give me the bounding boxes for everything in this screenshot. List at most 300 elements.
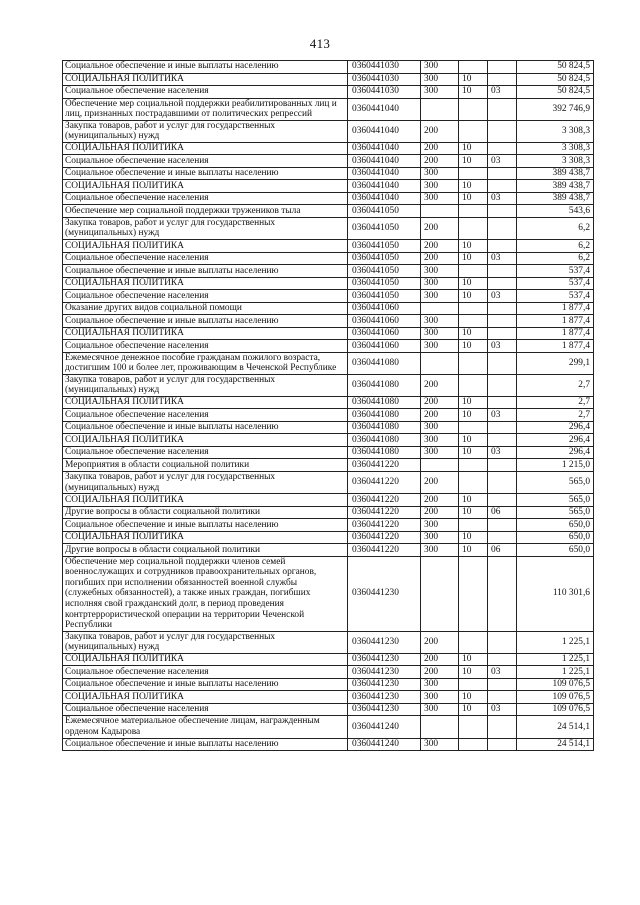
- section-cell: [459, 631, 488, 653]
- amount-cell: 565,0: [517, 506, 594, 519]
- target-code-cell: 0360441050: [348, 277, 421, 290]
- row-name-cell: Закупка товаров, работ и услуг для государственных (муниципальных) нужд: [63, 471, 348, 493]
- table-row: [63, 327, 594, 340]
- target-code-cell: 0360441080: [348, 434, 421, 447]
- table-row: [63, 120, 594, 142]
- row-name-cell: Социальное обеспечение населения: [63, 446, 348, 459]
- target-code-cell: 0360441030: [348, 61, 421, 74]
- expense-type-cell: 300: [421, 446, 459, 459]
- subsection-cell: [488, 167, 517, 180]
- table-row: [63, 180, 594, 193]
- amount-cell: 109 076,5: [517, 678, 594, 691]
- expense-type-cell: 300: [421, 86, 459, 99]
- table-row: [63, 192, 594, 205]
- section-cell: 10: [459, 434, 488, 447]
- section-cell: [459, 471, 488, 493]
- subsection-cell: [488, 98, 517, 120]
- expense-type-cell: 200: [421, 506, 459, 519]
- expense-type-cell: 300: [421, 531, 459, 544]
- expense-type-cell: 300: [421, 167, 459, 180]
- target-code-cell: 0360441030: [348, 86, 421, 99]
- row-name-cell: СОЦИАЛЬНАЯ ПОЛИТИКА: [63, 396, 348, 409]
- row-name-cell: Социальное обеспечение и иные выплаты населению: [63, 519, 348, 532]
- table-row: [63, 217, 594, 239]
- amount-cell: 392 746,9: [517, 98, 594, 120]
- row-name-cell: Социальное обеспечение населения: [63, 86, 348, 99]
- row-name-cell: Социальное обеспечение населения: [63, 340, 348, 353]
- section-cell: 10: [459, 494, 488, 507]
- target-code-cell: 0360441050: [348, 205, 421, 218]
- subsection-cell: 03: [488, 155, 517, 168]
- table-row: [63, 653, 594, 666]
- amount-cell: 2,7: [517, 409, 594, 422]
- expense-type-cell: 200: [421, 120, 459, 142]
- subsection-cell: [488, 494, 517, 507]
- expense-type-cell: 300: [421, 327, 459, 340]
- target-code-cell: 0360441230: [348, 691, 421, 704]
- section-cell: 10: [459, 409, 488, 422]
- row-name-cell: СОЦИАЛЬНАЯ ПОЛИТИКА: [63, 691, 348, 704]
- row-name-cell: СОЦИАЛЬНАЯ ПОЛИТИКА: [63, 327, 348, 340]
- table-row: [63, 315, 594, 328]
- subsection-cell: [488, 240, 517, 253]
- expense-type-cell: 300: [421, 678, 459, 691]
- section-cell: 10: [459, 531, 488, 544]
- table-row: [63, 494, 594, 507]
- subsection-cell: [488, 691, 517, 704]
- target-code-cell: 0360441040: [348, 180, 421, 193]
- expense-type-cell: 300: [421, 290, 459, 303]
- subsection-cell: 03: [488, 290, 517, 303]
- section-cell: 10: [459, 327, 488, 340]
- amount-cell: 50 824,5: [517, 73, 594, 86]
- row-name-cell: Социальное обеспечение и иные выплаты населению: [63, 315, 348, 328]
- row-name-cell: СОЦИАЛЬНАЯ ПОЛИТИКА: [63, 240, 348, 253]
- amount-cell: 389 438,7: [517, 192, 594, 205]
- section-cell: [459, 716, 488, 738]
- budget-table: [62, 60, 594, 751]
- subsection-cell: [488, 315, 517, 328]
- expense-type-cell: 200: [421, 240, 459, 253]
- expense-type-cell: 300: [421, 73, 459, 86]
- expense-type-cell: 300: [421, 703, 459, 716]
- amount-cell: 110 301,6: [517, 556, 594, 631]
- table-row: [63, 302, 594, 315]
- section-cell: 10: [459, 653, 488, 666]
- table-row: [63, 738, 594, 751]
- expense-type-cell: 200: [421, 142, 459, 155]
- target-code-cell: 0360441230: [348, 678, 421, 691]
- amount-cell: 543,6: [517, 205, 594, 218]
- target-code-cell: 0360441060: [348, 302, 421, 315]
- section-cell: 10: [459, 290, 488, 303]
- section-cell: [459, 459, 488, 472]
- section-cell: 10: [459, 703, 488, 716]
- expense-type-cell: 200: [421, 374, 459, 396]
- section-cell: 10: [459, 666, 488, 679]
- amount-cell: 50 824,5: [517, 86, 594, 99]
- amount-cell: 296,4: [517, 446, 594, 459]
- table-row: [63, 631, 594, 653]
- amount-cell: 389 438,7: [517, 167, 594, 180]
- section-cell: 10: [459, 691, 488, 704]
- table-row: [63, 556, 594, 631]
- row-name-cell: Социальное обеспечение населения: [63, 409, 348, 422]
- section-cell: [459, 556, 488, 631]
- table-row: [63, 409, 594, 422]
- row-name-cell: Мероприятия в области социальной политики: [63, 459, 348, 472]
- section-cell: [459, 167, 488, 180]
- amount-cell: 1 225,1: [517, 653, 594, 666]
- row-name-cell: СОЦИАЛЬНАЯ ПОЛИТИКА: [63, 142, 348, 155]
- expense-type-cell: 200: [421, 653, 459, 666]
- expense-type-cell: 300: [421, 265, 459, 278]
- target-code-cell: 0360441040: [348, 142, 421, 155]
- subsection-cell: [488, 265, 517, 278]
- section-cell: [459, 205, 488, 218]
- target-code-cell: 0360441230: [348, 631, 421, 653]
- row-name-cell: Социальное обеспечение и иные выплаты населению: [63, 265, 348, 278]
- row-name-cell: Социальное обеспечение и иные выплаты населению: [63, 421, 348, 434]
- expense-type-cell: 300: [421, 691, 459, 704]
- subsection-cell: 03: [488, 409, 517, 422]
- table-row: [63, 506, 594, 519]
- expense-type-cell: 200: [421, 155, 459, 168]
- row-name-cell: Социальное обеспечение и иные выплаты населению: [63, 678, 348, 691]
- section-cell: 10: [459, 86, 488, 99]
- target-code-cell: 0360441080: [348, 374, 421, 396]
- subsection-cell: [488, 653, 517, 666]
- target-code-cell: 0360441230: [348, 703, 421, 716]
- subsection-cell: 03: [488, 252, 517, 265]
- table-row: [63, 290, 594, 303]
- target-code-cell: 0360441040: [348, 192, 421, 205]
- expense-type-cell: [421, 98, 459, 120]
- target-code-cell: 0360441030: [348, 73, 421, 86]
- section-cell: 10: [459, 396, 488, 409]
- target-code-cell: 0360441050: [348, 265, 421, 278]
- expense-type-cell: 200: [421, 217, 459, 239]
- amount-cell: 296,4: [517, 434, 594, 447]
- target-code-cell: 0360441220: [348, 471, 421, 493]
- target-code-cell: 0360441220: [348, 519, 421, 532]
- target-code-cell: 0360441060: [348, 327, 421, 340]
- expense-type-cell: 200: [421, 471, 459, 493]
- section-cell: [459, 738, 488, 751]
- subsection-cell: 03: [488, 703, 517, 716]
- section-cell: 10: [459, 544, 488, 557]
- section-cell: [459, 374, 488, 396]
- target-code-cell: 0360441220: [348, 494, 421, 507]
- table-row: [63, 265, 594, 278]
- subsection-cell: [488, 217, 517, 239]
- table-row: [63, 61, 594, 74]
- subsection-cell: [488, 631, 517, 653]
- amount-cell: 1 215,0: [517, 459, 594, 472]
- amount-cell: 1 225,1: [517, 631, 594, 653]
- target-code-cell: 0360441240: [348, 738, 421, 751]
- section-cell: [459, 678, 488, 691]
- section-cell: 10: [459, 180, 488, 193]
- table-row: [63, 691, 594, 704]
- expense-type-cell: 300: [421, 340, 459, 353]
- table-row: [63, 519, 594, 532]
- row-name-cell: Обеспечение мер социальной поддержки реабилитированных лиц и лиц, признанных пострадавшими от политических репрессий: [63, 98, 348, 120]
- section-cell: 10: [459, 340, 488, 353]
- target-code-cell: 0360441050: [348, 240, 421, 253]
- amount-cell: 296,4: [517, 421, 594, 434]
- expense-type-cell: 300: [421, 180, 459, 193]
- table-row: [63, 678, 594, 691]
- section-cell: 10: [459, 192, 488, 205]
- table-row: [63, 666, 594, 679]
- expense-type-cell: [421, 302, 459, 315]
- subsection-cell: 03: [488, 86, 517, 99]
- target-code-cell: 0360441050: [348, 217, 421, 239]
- amount-cell: 2,7: [517, 374, 594, 396]
- expense-type-cell: 300: [421, 519, 459, 532]
- subsection-cell: [488, 61, 517, 74]
- amount-cell: 389 438,7: [517, 180, 594, 193]
- row-name-cell: Социальное обеспечение населения: [63, 252, 348, 265]
- target-code-cell: 0360441040: [348, 155, 421, 168]
- subsection-cell: [488, 531, 517, 544]
- section-cell: 10: [459, 240, 488, 253]
- target-code-cell: 0360441220: [348, 531, 421, 544]
- table-row: [63, 544, 594, 557]
- section-cell: 10: [459, 277, 488, 290]
- subsection-cell: [488, 120, 517, 142]
- row-name-cell: СОЦИАЛЬНАЯ ПОЛИТИКА: [63, 653, 348, 666]
- section-cell: [459, 302, 488, 315]
- amount-cell: 3 308,3: [517, 155, 594, 168]
- amount-cell: 24 514,1: [517, 716, 594, 738]
- target-code-cell: 0360441040: [348, 98, 421, 120]
- subsection-cell: 03: [488, 192, 517, 205]
- table-row: [63, 167, 594, 180]
- section-cell: 10: [459, 73, 488, 86]
- amount-cell: 537,4: [517, 265, 594, 278]
- table-row: [63, 396, 594, 409]
- target-code-cell: 0360441040: [348, 167, 421, 180]
- table-row: [63, 73, 594, 86]
- row-name-cell: Социальное обеспечение и иные выплаты населению: [63, 738, 348, 751]
- table-row: [63, 86, 594, 99]
- expense-type-cell: 200: [421, 252, 459, 265]
- row-name-cell: СОЦИАЛЬНАЯ ПОЛИТИКА: [63, 434, 348, 447]
- subsection-cell: [488, 396, 517, 409]
- table-row: [63, 374, 594, 396]
- section-cell: 10: [459, 155, 488, 168]
- amount-cell: 1 877,4: [517, 302, 594, 315]
- table-row: [63, 471, 594, 493]
- expense-type-cell: 300: [421, 277, 459, 290]
- subsection-cell: [488, 205, 517, 218]
- subsection-cell: [488, 471, 517, 493]
- subsection-cell: [488, 180, 517, 193]
- row-name-cell: Обеспечение мер социальной поддержки членов семей военнослужащих и сотрудников правоохранительных органов, погибших при исполнении обязанностей военной службы (служебных обязанностей), а также иных граждан, погибших исполняя свой гражданский долг, в период проведения контртеррористической операции на территории Чеченской Республики: [63, 556, 348, 631]
- amount-cell: 109 076,5: [517, 691, 594, 704]
- row-name-cell: Социальное обеспечение и иные выплаты населению: [63, 61, 348, 74]
- target-code-cell: 0360441230: [348, 556, 421, 631]
- target-code-cell: 0360441080: [348, 396, 421, 409]
- subsection-cell: [488, 352, 517, 374]
- row-name-cell: СОЦИАЛЬНАЯ ПОЛИТИКА: [63, 277, 348, 290]
- row-name-cell: Ежемесячное материальное обеспечение лицам, награжденным орденом Кадырова: [63, 716, 348, 738]
- expense-type-cell: 300: [421, 61, 459, 74]
- subsection-cell: 03: [488, 340, 517, 353]
- amount-cell: 109 076,5: [517, 703, 594, 716]
- row-name-cell: СОЦИАЛЬНАЯ ПОЛИТИКА: [63, 531, 348, 544]
- row-name-cell: СОЦИАЛЬНАЯ ПОЛИТИКА: [63, 494, 348, 507]
- table-row: [63, 205, 594, 218]
- expense-type-cell: 200: [421, 666, 459, 679]
- subsection-cell: 06: [488, 544, 517, 557]
- row-name-cell: Закупка товаров, работ и услуг для государственных (муниципальных) нужд: [63, 374, 348, 396]
- expense-type-cell: 200: [421, 631, 459, 653]
- section-cell: 10: [459, 506, 488, 519]
- table-row: [63, 98, 594, 120]
- expense-type-cell: 300: [421, 434, 459, 447]
- amount-cell: 3 308,3: [517, 142, 594, 155]
- row-name-cell: Закупка товаров, работ и услуг для государственных (муниципальных) нужд: [63, 631, 348, 653]
- subsection-cell: [488, 556, 517, 631]
- target-code-cell: 0360441080: [348, 421, 421, 434]
- row-name-cell: Социальное обеспечение населения: [63, 666, 348, 679]
- table-row: [63, 446, 594, 459]
- target-code-cell: 0360441220: [348, 459, 421, 472]
- row-name-cell: Закупка товаров, работ и услуг для государственных (муниципальных) нужд: [63, 120, 348, 142]
- table-row: [63, 703, 594, 716]
- table-row: [63, 155, 594, 168]
- expense-type-cell: 300: [421, 192, 459, 205]
- section-cell: [459, 352, 488, 374]
- subsection-cell: [488, 73, 517, 86]
- target-code-cell: 0360441050: [348, 252, 421, 265]
- table-row: [63, 142, 594, 155]
- subsection-cell: [488, 327, 517, 340]
- table-body: [63, 61, 594, 751]
- target-code-cell: 0360441060: [348, 315, 421, 328]
- row-name-cell: Другие вопросы в области социальной политики: [63, 544, 348, 557]
- expense-type-cell: 200: [421, 396, 459, 409]
- subsection-cell: [488, 434, 517, 447]
- section-cell: 10: [459, 446, 488, 459]
- section-cell: [459, 217, 488, 239]
- amount-cell: 1 877,4: [517, 340, 594, 353]
- amount-cell: 650,0: [517, 544, 594, 557]
- expense-type-cell: [421, 556, 459, 631]
- target-code-cell: 0360441040: [348, 120, 421, 142]
- target-code-cell: 0360441050: [348, 290, 421, 303]
- target-code-cell: 0360441230: [348, 666, 421, 679]
- table-row: [63, 434, 594, 447]
- subsection-cell: [488, 459, 517, 472]
- row-name-cell: Социальное обеспечение населения: [63, 192, 348, 205]
- expense-type-cell: [421, 716, 459, 738]
- table-row: [63, 716, 594, 738]
- expense-type-cell: 200: [421, 494, 459, 507]
- row-name-cell: Социальное обеспечение населения: [63, 290, 348, 303]
- page-number: 413: [309, 36, 331, 51]
- amount-cell: 6,2: [517, 252, 594, 265]
- row-name-cell: Оказание других видов социальной помощи: [63, 302, 348, 315]
- row-name-cell: Ежемесячное денежное пособие гражданам пожилого возраста, достигшим 100 и более лет, проживающим в Чеченской Республике: [63, 352, 348, 374]
- expense-type-cell: 300: [421, 738, 459, 751]
- subsection-cell: [488, 277, 517, 290]
- row-name-cell: СОЦИАЛЬНАЯ ПОЛИТИКА: [63, 73, 348, 86]
- row-name-cell: Обеспечение мер социальной поддержки тружеников тыла: [63, 205, 348, 218]
- subsection-cell: [488, 716, 517, 738]
- expense-type-cell: 300: [421, 544, 459, 557]
- target-code-cell: 0360441220: [348, 544, 421, 557]
- subsection-cell: 03: [488, 666, 517, 679]
- table-row: [63, 531, 594, 544]
- expense-type-cell: 300: [421, 315, 459, 328]
- subsection-cell: 03: [488, 446, 517, 459]
- table-row: [63, 352, 594, 374]
- section-cell: [459, 315, 488, 328]
- row-name-cell: Другие вопросы в области социальной политики: [63, 506, 348, 519]
- subsection-cell: [488, 302, 517, 315]
- row-name-cell: Социальное обеспечение населения: [63, 703, 348, 716]
- target-code-cell: 0360441080: [348, 352, 421, 374]
- expense-type-cell: 200: [421, 409, 459, 422]
- amount-cell: 299,1: [517, 352, 594, 374]
- subsection-cell: [488, 421, 517, 434]
- table-row: [63, 459, 594, 472]
- table-row: [63, 252, 594, 265]
- row-name-cell: СОЦИАЛЬНАЯ ПОЛИТИКА: [63, 180, 348, 193]
- amount-cell: 50 824,5: [517, 61, 594, 74]
- row-name-cell: Социальное обеспечение и иные выплаты населению: [63, 167, 348, 180]
- subsection-cell: 06: [488, 506, 517, 519]
- section-cell: [459, 265, 488, 278]
- amount-cell: 1 877,4: [517, 327, 594, 340]
- section-cell: 10: [459, 252, 488, 265]
- section-cell: [459, 61, 488, 74]
- target-code-cell: 0360441060: [348, 340, 421, 353]
- subsection-cell: [488, 374, 517, 396]
- amount-cell: 650,0: [517, 531, 594, 544]
- amount-cell: 537,4: [517, 290, 594, 303]
- expense-type-cell: [421, 352, 459, 374]
- section-cell: 10: [459, 142, 488, 155]
- section-cell: [459, 421, 488, 434]
- expense-type-cell: [421, 205, 459, 218]
- table-row: [63, 240, 594, 253]
- section-cell: [459, 120, 488, 142]
- table-row: [63, 421, 594, 434]
- expense-type-cell: 300: [421, 421, 459, 434]
- subsection-cell: [488, 678, 517, 691]
- amount-cell: 1 877,4: [517, 315, 594, 328]
- target-code-cell: 0360441220: [348, 506, 421, 519]
- subsection-cell: [488, 142, 517, 155]
- target-code-cell: 0360441230: [348, 653, 421, 666]
- amount-cell: 537,4: [517, 277, 594, 290]
- subsection-cell: [488, 519, 517, 532]
- section-cell: [459, 98, 488, 120]
- target-code-cell: 0360441080: [348, 409, 421, 422]
- amount-cell: 565,0: [517, 471, 594, 493]
- amount-cell: 650,0: [517, 519, 594, 532]
- target-code-cell: 0360441080: [348, 446, 421, 459]
- amount-cell: 6,2: [517, 240, 594, 253]
- row-name-cell: Социальное обеспечение населения: [63, 155, 348, 168]
- section-cell: [459, 519, 488, 532]
- row-name-cell: Закупка товаров, работ и услуг для государственных (муниципальных) нужд: [63, 217, 348, 239]
